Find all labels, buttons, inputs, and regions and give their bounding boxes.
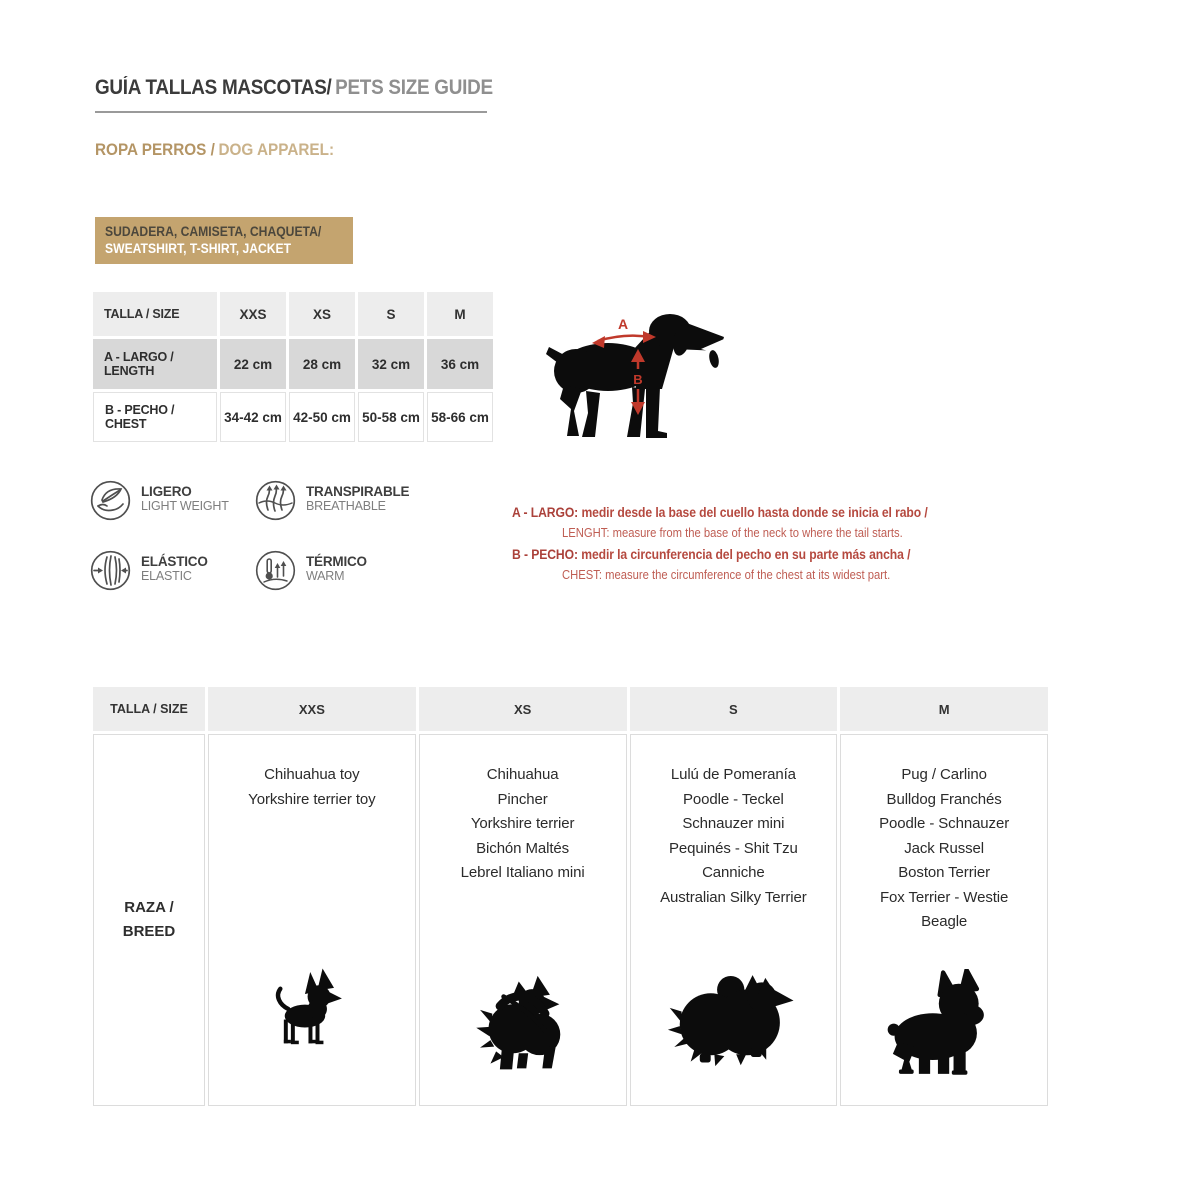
breed-list-xs bbox=[420, 735, 626, 886]
thermal-icon bbox=[255, 550, 296, 591]
breed-item: Canniche bbox=[702, 864, 765, 881]
chest-xxs: 34-42 cm bbox=[220, 392, 286, 442]
breed-list-s bbox=[631, 735, 837, 910]
note-a-title: A - LARGO: bbox=[512, 505, 579, 520]
note-a-es: medir desde la base del cuello hasta donde se inicia el rabo / bbox=[581, 505, 928, 520]
diagram-label-b: B bbox=[633, 372, 643, 387]
elastic-icon bbox=[90, 550, 131, 591]
breed-item: Yorkshire terrier bbox=[470, 815, 575, 832]
breed-item: Poodle - Teckel bbox=[682, 790, 784, 808]
category-banner bbox=[95, 217, 353, 264]
breed-item: Schnauzer mini bbox=[682, 815, 785, 832]
subtitle-en: DOG APPAREL: bbox=[218, 140, 335, 159]
breed-list-m bbox=[841, 735, 1047, 935]
breed-item: Lulú de Pomeranía bbox=[670, 766, 796, 783]
feature-elastic bbox=[90, 550, 255, 591]
title-es: GUÍA TALLAS MASCOTAS/ bbox=[95, 76, 332, 99]
feather-hand-icon bbox=[90, 480, 131, 521]
size-table bbox=[90, 289, 496, 445]
chest-s: 50-58 cm bbox=[358, 392, 424, 442]
feature-title: TRANSPIRABLE bbox=[306, 484, 410, 499]
longhair-chihuahua-silhouette bbox=[464, 974, 582, 1073]
diagram-label-a: A bbox=[617, 316, 629, 332]
chest-row bbox=[93, 392, 493, 442]
length-s: 32 cm bbox=[358, 339, 424, 389]
breed-header-s: S bbox=[630, 687, 838, 731]
page-title bbox=[95, 76, 493, 113]
breed-cell-m bbox=[840, 734, 1048, 1106]
feature-list bbox=[90, 480, 430, 591]
breed-item: Beagle bbox=[921, 913, 968, 930]
chest-xs: 42-50 cm bbox=[289, 392, 355, 442]
chest-m: 58-66 cm bbox=[427, 392, 493, 442]
feature-title: TÉRMICO bbox=[306, 554, 367, 569]
breed-item: Pug / Carlino bbox=[901, 766, 987, 783]
feature-subtitle: ELASTIC bbox=[141, 569, 192, 583]
size-header-xs: XS bbox=[289, 292, 355, 336]
breed-item: Yorkshire terrier toy bbox=[248, 790, 376, 808]
title-en: PETS SIZE GUIDE bbox=[335, 76, 493, 99]
feature-subtitle: WARM bbox=[306, 569, 345, 583]
feature-lightweight bbox=[90, 480, 255, 521]
measuring-diagram bbox=[546, 297, 761, 447]
length-xxs: 22 cm bbox=[220, 339, 286, 389]
breed-item: Bichón Maltés bbox=[476, 839, 570, 857]
breed-item: Jack Russel bbox=[904, 839, 984, 857]
breed-header-m: M bbox=[840, 687, 1048, 731]
breed-row-label: RAZA / BREED bbox=[93, 734, 205, 1106]
banner-line-es: SUDADERA, CAMISETA, CHAQUETA/ bbox=[105, 224, 322, 239]
length-m: 36 cm bbox=[427, 339, 493, 389]
feature-warm bbox=[255, 550, 420, 591]
breed-table bbox=[93, 687, 1048, 1106]
note-b-en: CHEST: measure the circumference of the chest at its widest part. bbox=[562, 568, 891, 582]
note-b-title: B - PECHO: bbox=[512, 547, 578, 562]
breed-header-xs: XS bbox=[419, 687, 627, 731]
note-b-es: medir la circunferencia del pecho en su parte más ancha / bbox=[581, 547, 911, 562]
size-header-m: M bbox=[427, 292, 493, 336]
feature-subtitle: LIGHT WEIGHT bbox=[141, 499, 229, 513]
breed-cell-xs bbox=[419, 734, 627, 1106]
length-row-label: A - LARGO / LENGTH bbox=[93, 339, 217, 389]
chihuahua-silhouette bbox=[268, 965, 356, 1049]
breed-header-xxs: XXS bbox=[208, 687, 416, 731]
pomeranian-silhouette bbox=[667, 966, 799, 1071]
breed-cell-xxs bbox=[208, 734, 416, 1106]
chest-row-label: B - PECHO / CHEST bbox=[93, 392, 217, 442]
feature-title: LIGERO bbox=[141, 484, 192, 499]
size-table-header-label: TALLA / SIZE bbox=[93, 292, 217, 336]
size-header-s: S bbox=[358, 292, 424, 336]
length-xs: 28 cm bbox=[289, 339, 355, 389]
breed-table-header bbox=[93, 687, 1048, 731]
breed-item: Pequinés - Shit Tzu bbox=[669, 839, 798, 857]
breed-header-label: TALLA / SIZE bbox=[93, 687, 205, 731]
breed-list-xxs bbox=[209, 735, 415, 812]
breed-item: Boston Terrier bbox=[898, 864, 990, 881]
breed-table-body bbox=[93, 734, 1048, 1106]
breed-item: Lebrel Italiano mini bbox=[460, 864, 585, 881]
note-a-en: LENGHT: measure from the base of the neck to where the tail starts. bbox=[562, 526, 903, 540]
breathable-icon bbox=[255, 480, 296, 521]
size-table-header-row bbox=[93, 292, 493, 336]
feature-title: ELÁSTICO bbox=[141, 554, 208, 569]
feature-subtitle: BREATHABLE bbox=[306, 499, 386, 513]
breed-cell-s bbox=[630, 734, 838, 1106]
breed-item: Pincher bbox=[497, 790, 548, 808]
breed-item: Australian Silky Terrier bbox=[660, 888, 807, 906]
feature-breathable bbox=[255, 480, 420, 521]
subtitle-es: ROPA PERROS / bbox=[95, 140, 215, 159]
length-row bbox=[93, 339, 493, 389]
breed-item: Chihuahua toy bbox=[264, 766, 360, 783]
section-subtitle bbox=[95, 140, 361, 160]
size-header-xxs: XXS bbox=[220, 292, 286, 336]
breed-item: Fox Terrier - Westie bbox=[879, 888, 1009, 906]
breed-item: Chihuahua bbox=[486, 766, 559, 783]
labrador-silhouette bbox=[546, 297, 761, 447]
banner-line-en: SWEATSHIRT, T-SHIRT, JACKET bbox=[105, 241, 292, 256]
french-bulldog-silhouette bbox=[879, 969, 1009, 1077]
breed-item: Poodle - Schnauzer bbox=[879, 815, 1010, 832]
measuring-notes bbox=[512, 502, 982, 586]
breed-item: Bulldog Franchés bbox=[886, 790, 1002, 808]
